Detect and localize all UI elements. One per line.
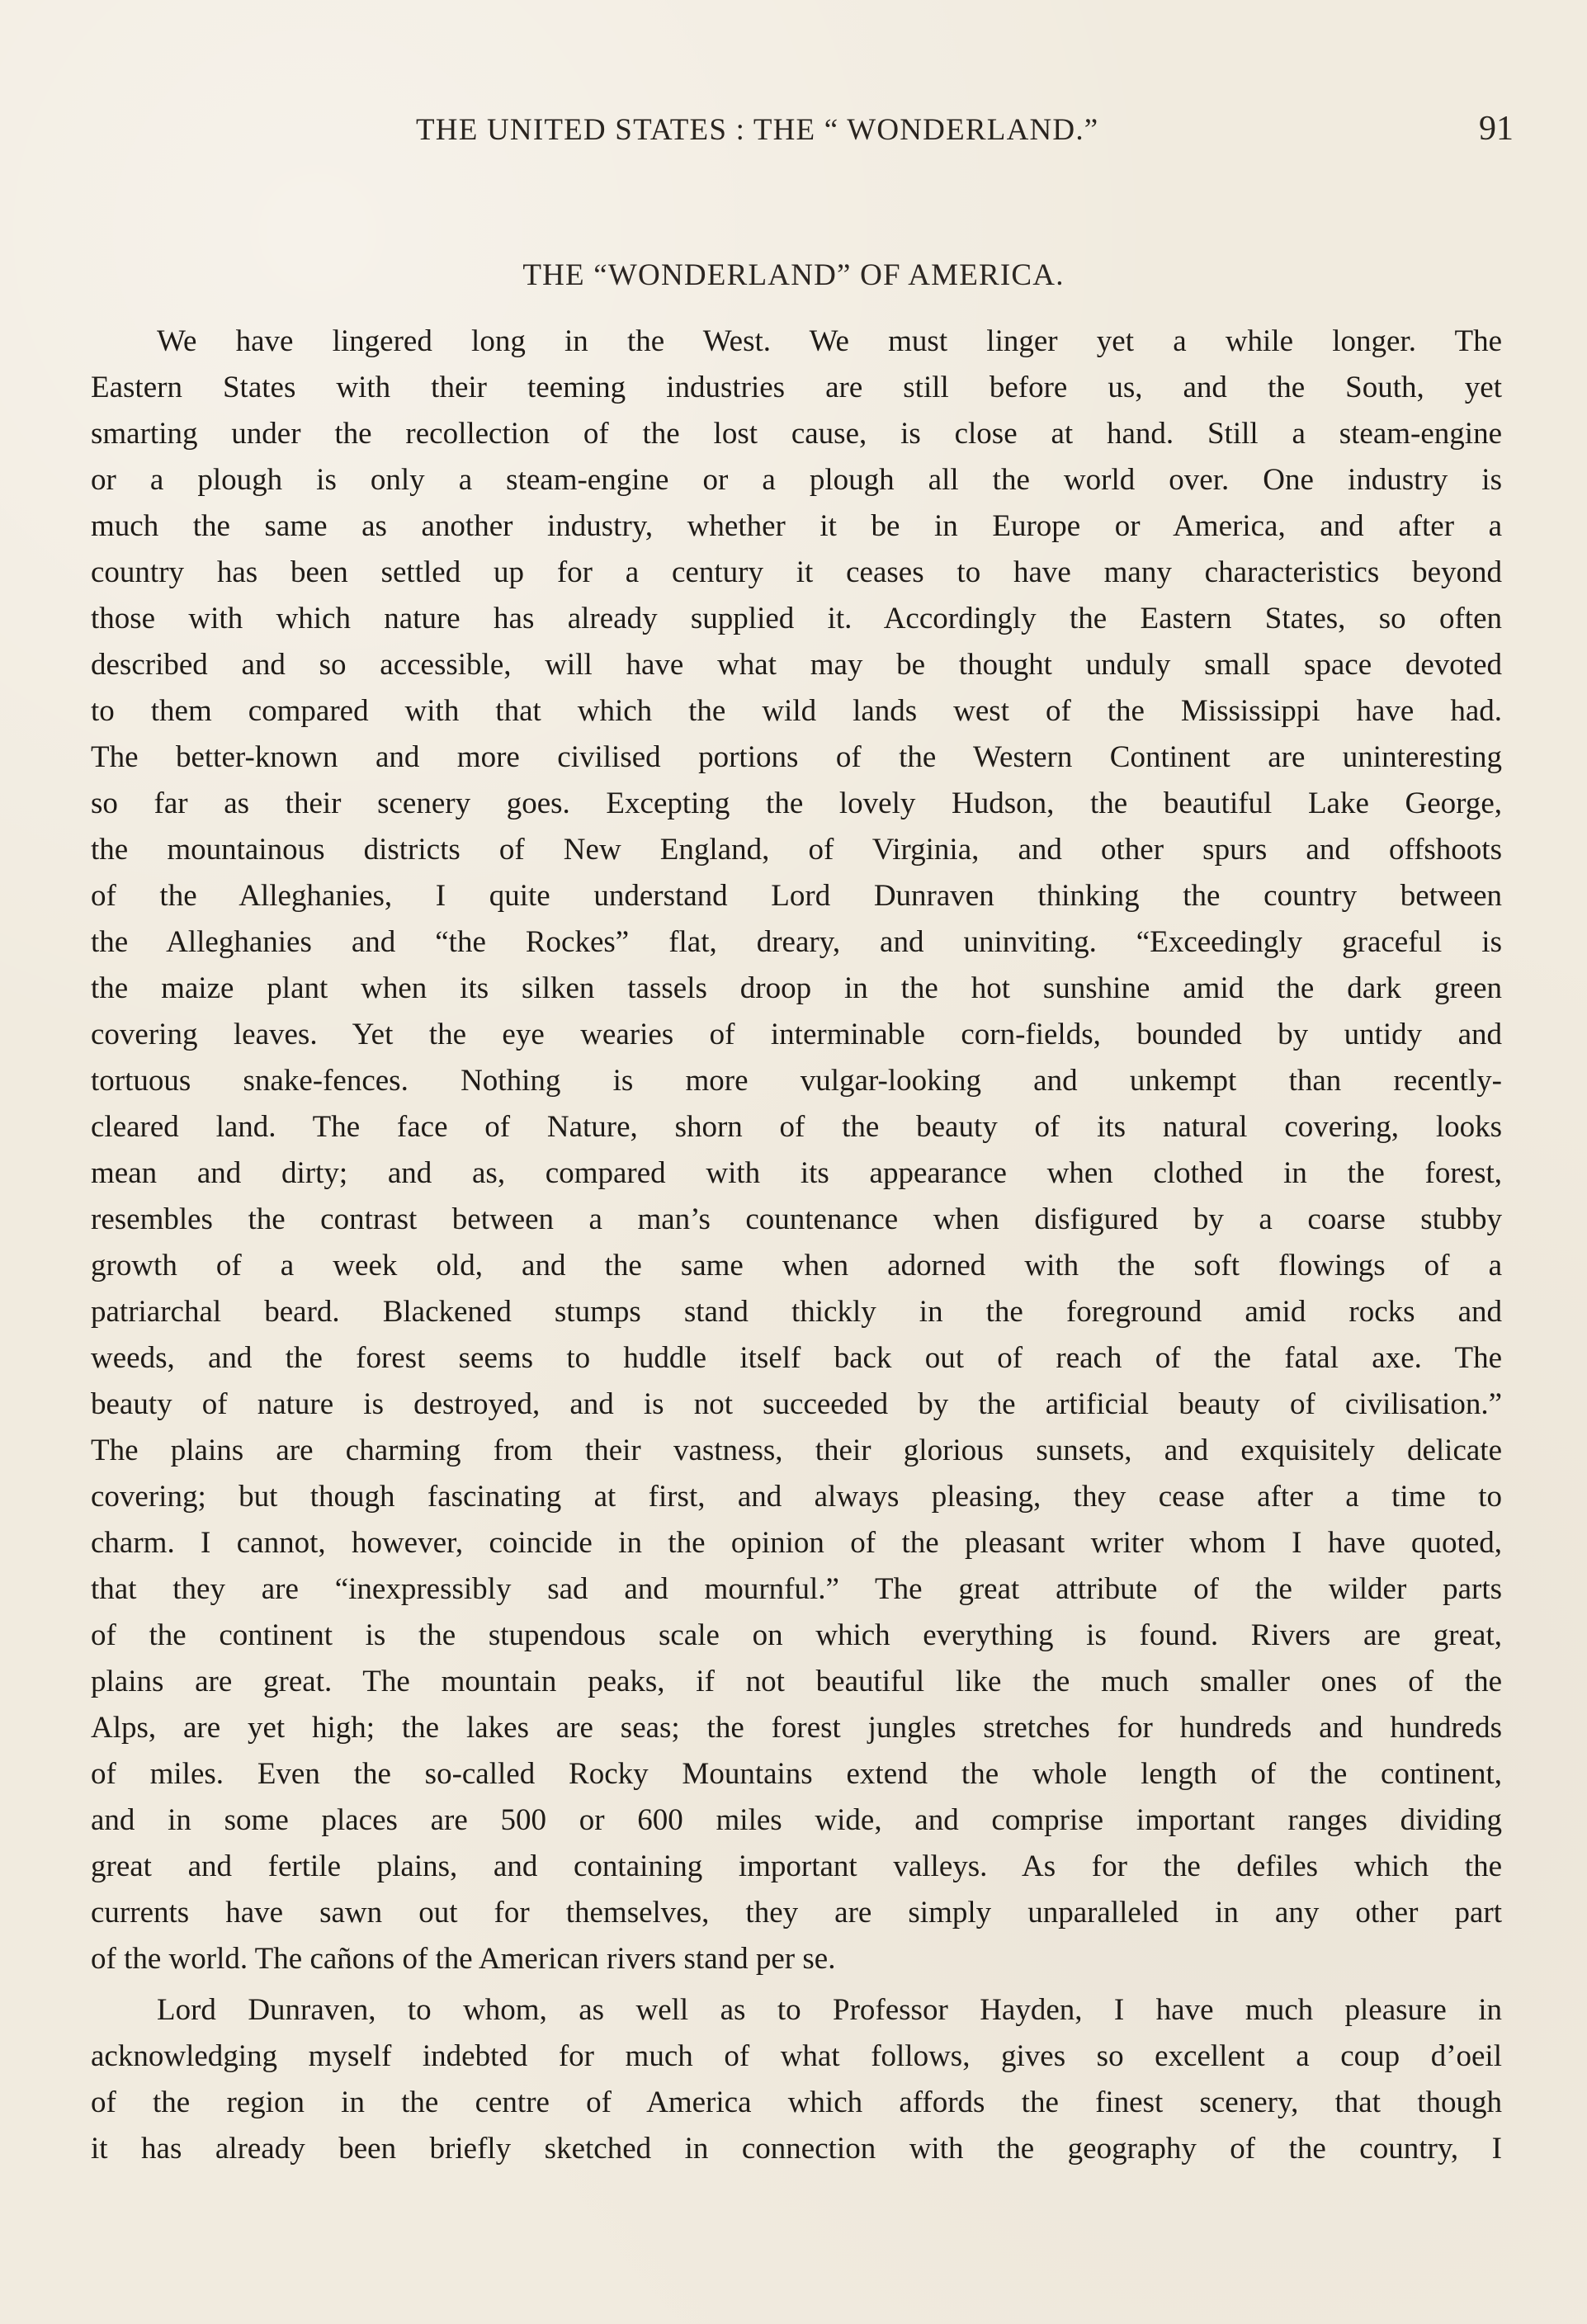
text-line: to them compared with that which the wild lands west of the Mississippi have had. — [91, 694, 1502, 728]
text-line: of the continent is the stupendous scale on which everything is found. Rivers are great, — [91, 1618, 1502, 1652]
section-title: THE “WONDERLAND” OF AMERICA. — [522, 258, 1065, 292]
text-line: of miles. Even the so-called Rocky Mountains extend the whole length of the continent, — [91, 1757, 1502, 1791]
text-line: country has been settled up for a century it ceases to have many characteristics beyond — [91, 555, 1502, 589]
text-line: The plains are charming from their vastness, their glorious sunsets, and exquisitely delicate — [91, 1434, 1502, 1467]
text-line: smarting under the recollection of the lost cause, is close at hand. Still a steam-engine — [91, 417, 1502, 451]
text-line: We have lingered long in the West. We must linger yet a while longer. The — [157, 324, 1502, 358]
text-line: beauty of nature is destroyed, and is not succeeded by the artificial beauty of civilisation.” — [91, 1387, 1502, 1421]
text-line: acknowledging myself indebted for much of what follows, gives so excellent a coup d’oeil — [91, 2039, 1502, 2073]
text-line: great and fertile plains, and containing important valleys. As for the defiles which the — [91, 1849, 1502, 1883]
text-line: the maize plant when its silken tassels droop in the hot sunshine amid the dark green — [91, 971, 1502, 1005]
body-text — [91, 319, 1502, 2172]
text-line: tortuous snake-fences. Nothing is more vulgar-looking and unkempt than recently- — [91, 1064, 1502, 1098]
text-line: the Alleghanies and “the Rockes” flat, dreary, and uninviting. “Exceedingly graceful is — [91, 925, 1502, 959]
paragraph — [91, 319, 1502, 1982]
text-line: of the Alleghanies, I quite understand Lord Dunraven thinking the country between — [91, 879, 1502, 913]
text-line: Alps, are yet high; the lakes are seas; the forest jungles stretches for hundreds and hundreds — [91, 1711, 1502, 1745]
text-line: The better-known and more civilised portions of the Western Continent are uninteresting — [91, 740, 1502, 774]
text-line: those with which nature has already supplied it. Accordingly the Eastern States, so often — [91, 602, 1502, 635]
text-line: covering; but though fascinating at first, and always pleasing, they cease after a time to — [91, 1480, 1502, 1514]
text-line: patriarchal beard. Blackened stumps stand thickly in the foreground amid rocks and — [91, 1295, 1502, 1329]
text-line: and in some places are 500 or 600 miles wide, and comprise important ranges dividing — [91, 1803, 1502, 1837]
text-line: growth of a week old, and the same when adorned with the soft flowings of a — [91, 1249, 1502, 1282]
text-line: charm. I cannot, however, coincide in the opinion of the pleasant writer whom I have quoted, — [91, 1526, 1502, 1560]
text-line: mean and dirty; and as, compared with its appearance when clothed in the forest, — [91, 1156, 1502, 1190]
paragraph — [91, 1987, 1502, 2172]
text-line: of the world. The cañons of the American rivers stand per se. — [91, 1942, 836, 1976]
text-line: so far as their scenery goes. Excepting the lovely Hudson, the beautiful Lake George, — [91, 786, 1502, 820]
running-head: THE UNITED STATES : THE “ WONDERLAND.” — [416, 113, 1099, 147]
text-line: described and so accessible, will have what may be thought unduly small space devoted — [91, 648, 1502, 682]
text-line: currents have sawn out for themselves, they are simply unparalleled in any other part — [91, 1896, 1502, 1930]
text-line: it has already been briefly sketched in connection with the geography of the country, I — [91, 2132, 1502, 2166]
text-line: that they are “inexpressibly sad and mournful.” The great attribute of the wilder parts — [91, 1572, 1502, 1606]
text-line: Lord Dunraven, to whom, as well as to Professor Hayden, I have much pleasure in — [157, 1993, 1502, 2027]
page-number: 91 — [1479, 110, 1514, 148]
text-line: cleared land. The face of Nature, shorn of the beauty of its natural covering, looks — [91, 1110, 1502, 1144]
text-line: weeds, and the forest seems to huddle itself back out of reach of the fatal axe. The — [91, 1341, 1502, 1375]
text-line: Eastern States with their teeming industries are still before us, and the South, yet — [91, 371, 1502, 404]
text-line: resembles the contrast between a man’s countenance when disfigured by a coarse stubby — [91, 1202, 1502, 1236]
text-line: the mountainous districts of New England, of Virginia, and other spurs and offshoots — [91, 833, 1502, 867]
page-header — [416, 112, 1514, 155]
text-line: much the same as another industry, whether it be in Europe or America, and after a — [91, 509, 1502, 543]
text-line: or a plough is only a steam-engine or a plough all the world over. One industry is — [91, 463, 1502, 497]
text-line: plains are great. The mountain peaks, if not beautiful like the much smaller ones of the — [91, 1665, 1502, 1698]
text-line: of the region in the centre of America which affords the finest scenery, that though — [91, 2085, 1502, 2119]
text-line: covering leaves. Yet the eye wearies of interminable corn-fields, bounded by untidy and — [91, 1018, 1502, 1051]
